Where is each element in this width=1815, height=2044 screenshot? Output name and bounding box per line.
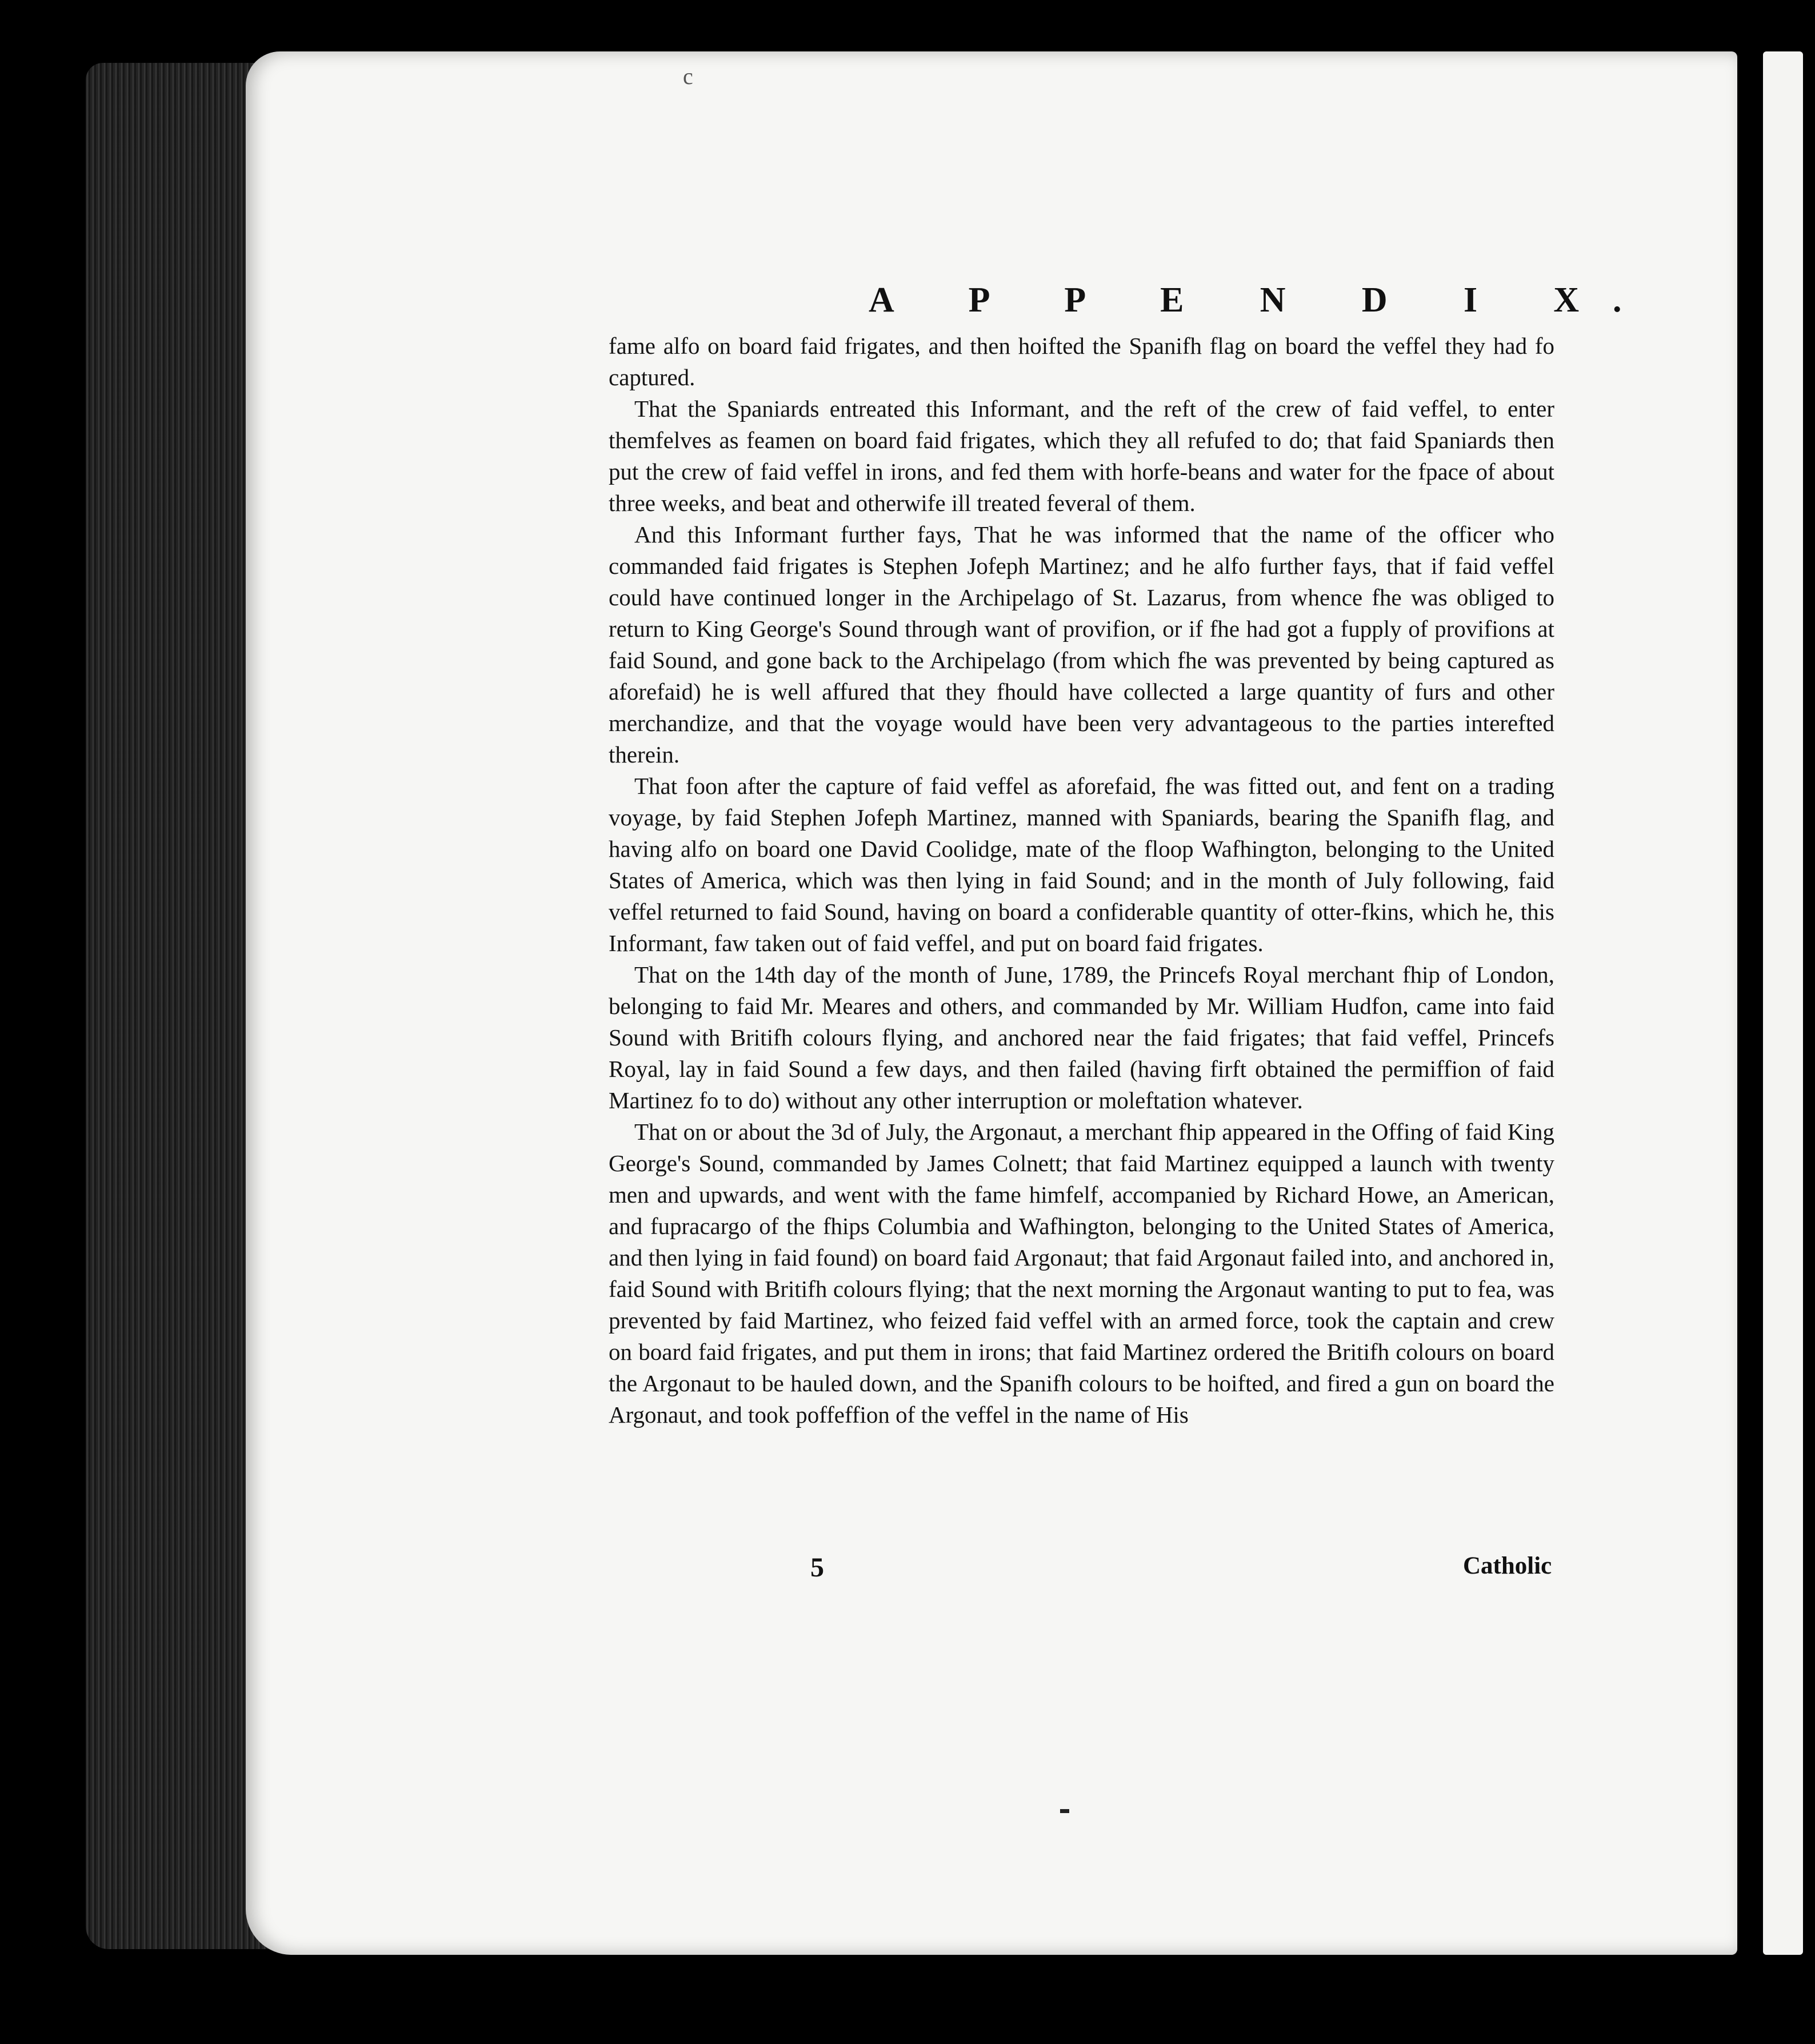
facing-page-edge: [1763, 51, 1803, 1955]
paragraph-5: That on the 14th day of the month of June, 1789, the Princefs Royal merchant fhip of London, belonging to faid Mr. Meares and others, and commanded by Mr. William Hudfon, came into faid Sound with Britifh colours flying, and anchored near the faid frigates; that faid veffel, Princefs Royal, lay in faid Sound a few days, and then failed (having firft obtained the permiffion of faid Martinez fo to do) without any other interruption or moleftation whatever.: [609, 961, 1554, 1113]
book-edge-shadow: [86, 63, 269, 1949]
signature-mark: 5: [810, 1552, 824, 1583]
paragraph-2: That the Spaniards entreated this Informant, and the reft of the crew of faid veffel, to enter themfelves as feamen on board faid frigates, which they all refufed to do; that faid Spaniards then put the crew of faid veffel in irons, and fed them with horfe-beans and water for the fpace of about three weeks, and beat and otherwife ill treated feveral of them.: [609, 396, 1554, 516]
paragraph-3: And this Informant further fays, That he was informed that the name of the officer who commanded faid frigates is Stephen Jofeph Martinez; and he alfo further fays, that if faid veffel could have continued longer in the Archipelago of St. Lazarus, from whence fhe was obliged to return to King George's Sound through want of provifion, or if fhe had got a fupply of provifions at faid Sound, and gone back to the Archipelago (from which fhe was prevented by being captured as aforefaid) he is well affured that they fhould have collected a large quantity of furs and other merchandize, and that the voyage would have been very advantageous to the parties interefted therein.: [609, 521, 1554, 768]
page-speck: [1060, 1809, 1069, 1813]
page-heading: A P P E N D I X.: [869, 281, 1656, 320]
paragraph-4: That foon after the capture of faid veffel as aforefaid, fhe was fitted out, and fent on a trading voyage, by faid Stephen Jofeph Martinez, manned with Spaniards, bearing the Spanifh flag, and having alfo on board one David Coolidge, mate of the floop Wafhington, belonging to the United States of America, which was then lying in faid Sound; and in the month of July following, faid veffel returned to faid Sound, having on board a confiderable quantity of otter-fkins, which he, this Informant, faw taken out of faid veffel, and put on board faid frigates.: [609, 773, 1554, 956]
margin-mark: c: [683, 63, 693, 89]
paragraph-6: That on or about the 3d of July, the Argonaut, a merchant fhip appeared in the Offing of faid King George's Sound, commanded by James Colnett; that faid Martinez equipped a launch with twenty men and upwards, and went with the fame himfelf, accompanied by Richard Howe, an American, and fupracargo of the fhips Columbia and Wafhington, belonging to the United States of America, and then lying in faid found) on board faid Argonaut; that faid Argonaut failed into, and anchored in, faid Sound with Britifh colours flying; that the next morning the Argonaut wanting to put to fea, was prevented by faid Martinez, who feized faid veffel with an armed force, took the captain and crew on board faid frigates, and put them in irons; that faid Martinez ordered the Britifh colours on board the Argonaut to be hauled down, and the Spanifh colours to be hoifted, and fired a gun on board the Argonaut, and took poffeffion of the veffel in the name of His: [609, 1119, 1554, 1428]
body-text: [609, 330, 1554, 1431]
catchword: Catholic: [1463, 1552, 1552, 1579]
paragraph-1: fame alfo on board faid frigates, and then hoifted the Spanifh flag on board the veffel they had fo captured.: [609, 333, 1554, 390]
